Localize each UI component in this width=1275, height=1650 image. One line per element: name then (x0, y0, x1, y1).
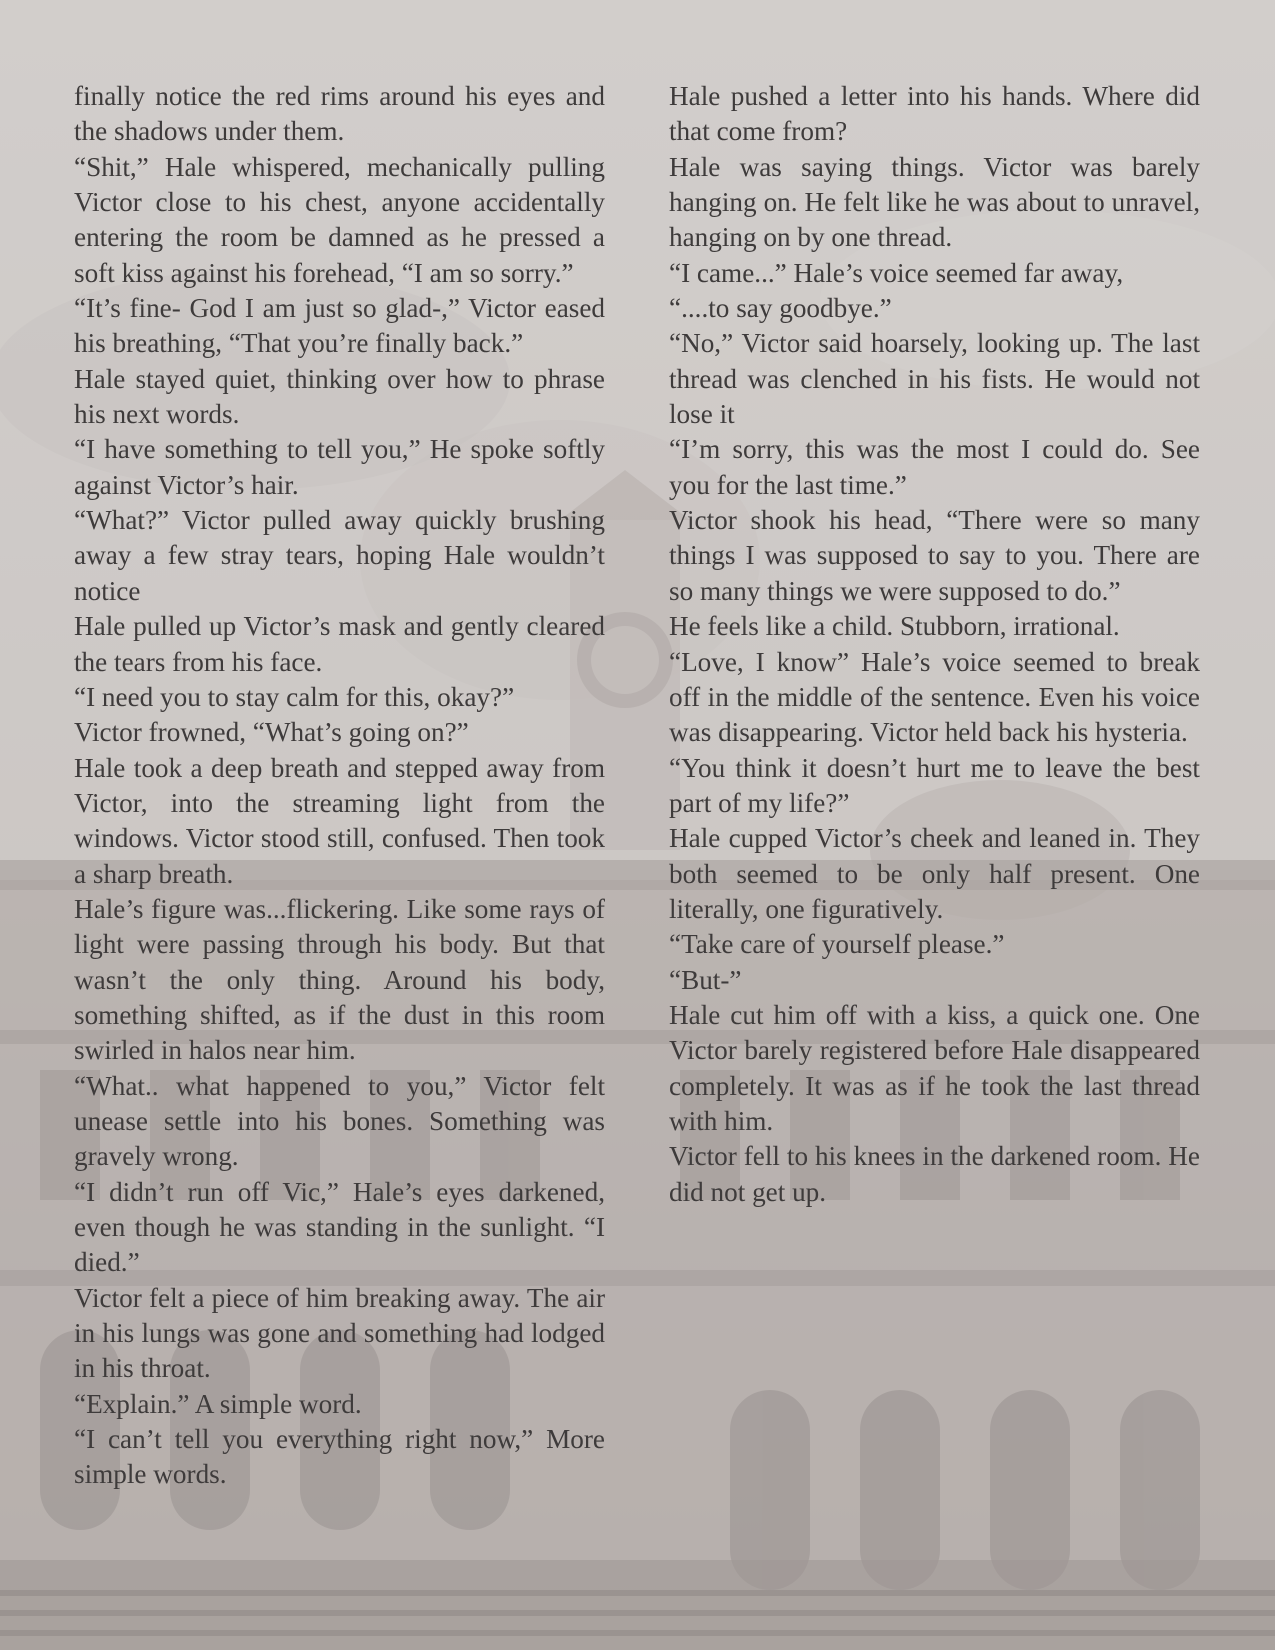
paragraph: “No,” Victor said hoarsely, looking up. The last thread was clenched in his fists. He would not lose it (669, 328, 1200, 430)
paragraph: Hale’s figure was...flickering. Like some rays of light were passing through his body. But that wasn’t the only thing. Around his body, something shifted, as if the dust in this room swirled in halos near him. (74, 893, 605, 1066)
paragraph: “I came...” Hale’s voice seemed far away, (669, 257, 1124, 288)
paragraph: Hale stayed quiet, thinking over how to phrase his next words. (74, 363, 605, 430)
paragraph: “I can’t tell you everything right now,” More simple words. (74, 1424, 605, 1490)
paragraph: “I’m sorry, this was the most I could do. See you for the last time.” (669, 434, 1200, 500)
paragraph: “....to say goodbye.” (669, 293, 892, 324)
paragraph: finally notice the red rims around his eyes and the shadows under them. (74, 81, 605, 147)
paragraph: “Love, I know” Hale’s voice seemed to break off in the middle of the sentence. Even his voice was disappearing. Victor held back his hysteria. (669, 646, 1200, 748)
paragraph: “I didn’t run off Vic,” Hale’s eyes darkened, even though he was standing in the sunlight. “I died.” (74, 1176, 605, 1278)
paragraph: Hale was saying things. Victor was barely hanging on. He felt like he was about to unravel, hanging on by one thread. (669, 151, 1200, 253)
paragraph: “Explain.” A simple word. (74, 1388, 362, 1419)
paragraph: “I have something to tell you,” He spoke softly against Victor’s hair. (74, 434, 605, 500)
paragraph: “It’s fine- God I am just so glad-,” Victor eased his breathing, “That you’re finally back.” (74, 293, 605, 359)
paragraph: Victor frowned, “What’s going on?” (74, 717, 469, 748)
paragraph: “You think it doesn’t hurt me to leave the best part of my life?” (669, 752, 1200, 818)
paragraph: “But-” (669, 964, 742, 995)
paragraph: Hale pulled up Victor’s mask and gently cleared the tears from his face. (74, 611, 605, 677)
paragraph: Hale cupped Victor’s cheek and leaned in. They both seemed to be only half present. One literally, one figuratively. (669, 823, 1200, 924)
paragraph: “I need you to stay calm for this, okay?” (74, 681, 515, 712)
paragraph: “Shit,” Hale whispered, mechanically pulling Victor close to his chest, anyone accidentally entering the room be damned as he pressed a soft kiss against his forehead, “I am so sorry.” (74, 151, 605, 288)
paragraph: Hale took a deep breath and stepped away from Victor, into the streaming light from the windows. Victor stood still, confused. Then took a sharp breath. (74, 752, 605, 889)
paragraph: “What?” Victor pulled away quickly brushing away a few stray tears, hoping Hale wouldn’t notice (74, 505, 605, 606)
paragraph: Victor felt a piece of him breaking away. The air in his lungs was gone and something had lodged in his throat. (74, 1282, 605, 1384)
paragraph: Hale cut him off with a kiss, a quick one. One Victor barely registered before Hale disappeared completely. It was as if he took the last thread with him. (669, 999, 1200, 1136)
paragraph: Victor shook his head, “There were so many things I was supposed to say to you. There are so many things we were supposed to do.” (669, 505, 1200, 606)
paragraph: He feels like a child. Stubborn, irrational. (669, 611, 1120, 642)
paragraph: Hale pushed a letter into his hands. Where did that come from? (669, 81, 1200, 147)
text-column-left (74, 79, 605, 1493)
text-column-right (669, 79, 1200, 1210)
paragraph: “Take care of yourself please.” (669, 929, 1005, 960)
paragraph: Victor fell to his knees in the darkened room. He did not get up. (669, 1141, 1200, 1207)
paragraph: “What.. what happened to you,” Victor felt unease settle into his bones. Something was gravely wrong. (74, 1070, 605, 1172)
